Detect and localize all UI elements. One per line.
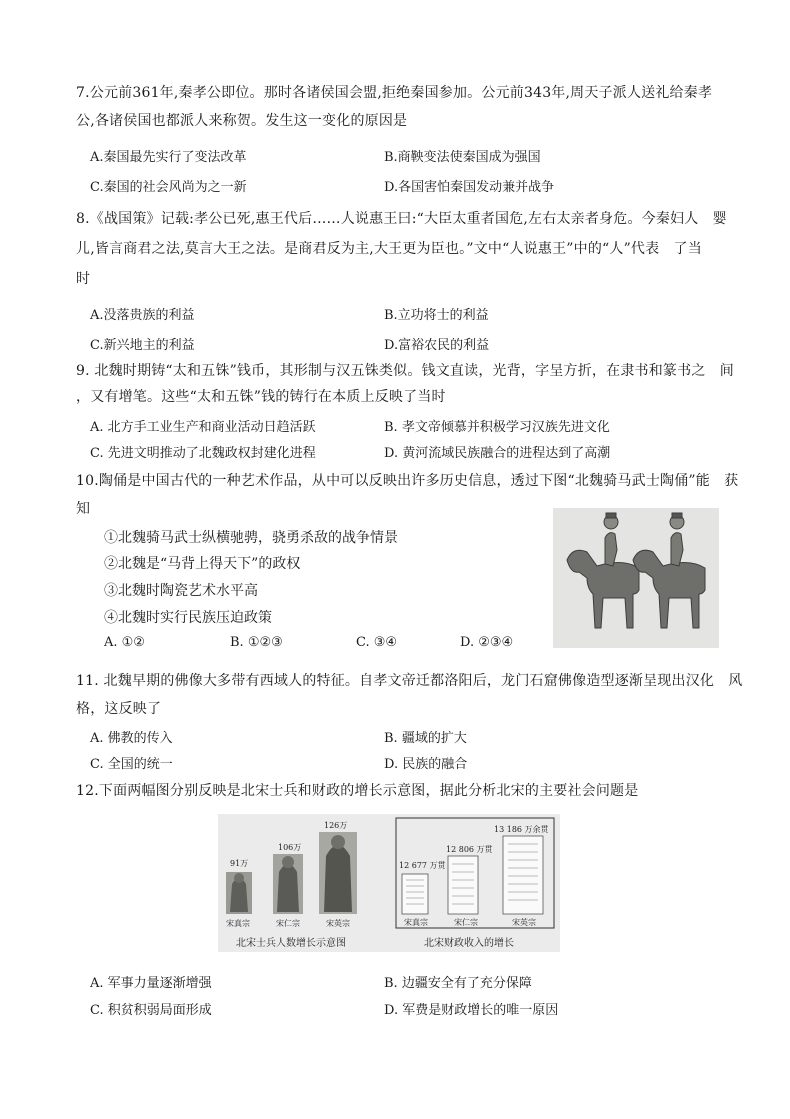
finance-emperor-3: 宋英宗 [512, 918, 536, 927]
soldiers-emperor-1: 宋真宗 [226, 919, 250, 928]
q11-option-d: D. 民族的融合 [384, 757, 468, 772]
q10-item-4: ④北魏时实行民族压迫政策 [104, 610, 272, 626]
q10-option-a: A. ①② [104, 635, 145, 650]
finance-label-1: 12 677 万贯 [399, 861, 446, 870]
q10-option-c: C. ③④ [356, 635, 398, 650]
q9-option-a: A. 北方手工业生产和商业活动日趋活跃 [90, 420, 316, 435]
soldiers-emperor-2: 宋仁宗 [276, 919, 300, 928]
q8-stem-line3: 时 [76, 271, 91, 287]
q10-option-b: B. ①②③ [230, 635, 283, 650]
q7-option-d: D.各国害怕秦国发动兼并战争 [384, 180, 555, 195]
q11-stem-line1: 11. 北魏早期的佛像大多带有西域人的特征。自孝文帝迁都洛阳后，龙门石窟佛像造型逐渐呈现出汉化 风 [76, 673, 743, 689]
q12-option-a: A. 军事力量逐渐增强 [90, 976, 212, 991]
soldiers-label-2: 106万 [278, 843, 302, 852]
q9-option-c: C. 先进文明推动了北魏政权封建化进程 [90, 446, 316, 461]
q11-stem-line2: 格，这反映了 [76, 701, 162, 717]
q7-option-b: B.商鞅变法使秦国成为强国 [384, 150, 541, 165]
q12-stem: 12.下面两幅图分别反映是北宋士兵和财政的增长示意图，据此分析北宋的主要社会问题是 [76, 783, 639, 799]
horse-rider-figurines-illustration [553, 508, 719, 648]
q11-option-a: A. 佛教的传入 [90, 731, 173, 746]
finance-emperor-1: 宋真宗 [404, 918, 428, 927]
q9-stem-line2: ，又有增笔。这些“太和五铢”钱的铸行在本质上反映了当时 [76, 389, 446, 405]
finance-label-3: 13 186 万余贯 [494, 825, 549, 834]
finance-emperor-2: 宋仁宗 [454, 918, 478, 927]
soldiers-caption: 北宋士兵人数增长示意图 [236, 938, 346, 949]
q12-option-d: D. 军费是财政增长的唯一原因 [384, 1003, 559, 1018]
q10-item-3: ③北魏时陶瓷艺术水平高 [104, 583, 258, 599]
q9-stem-line1: 9. 北魏时期铸“太和五铢”钱币，其形制与汉五铢类似。钱文直读，光背，字呈方折，在隶书和篆书之 间 [76, 363, 734, 379]
q7-option-a: A.秦国最先实行了变法改革 [90, 150, 247, 165]
q10-item-2: ②北魏是“马背上得天下”的政权 [104, 556, 301, 572]
q9-option-b: B. 孝文帝倾慕并积极学习汉族先进文化 [384, 420, 610, 435]
finance-caption: 北宋财政收入的增长 [424, 938, 514, 949]
q10-item-1: ①北魏骑马武士纵横驰骋，骁勇杀敌的战争情景 [104, 530, 398, 546]
q10-stem-line2: 知 [76, 501, 91, 517]
q10-stem-line1: 10.陶俑是中国古代的一种艺术作品，从中可以反映出许多历史信息，透过下图“北魏骑马武士陶俑”能 获 [76, 473, 739, 489]
soldiers-emperor-3: 宋英宗 [326, 919, 350, 928]
finance-label-2: 12 806 万贯 [446, 845, 493, 854]
q9-option-d: D. 黄河流域民族融合的进程达到了高潮 [384, 446, 611, 461]
q7-stem-line1: 7.公元前361年,秦孝公即位。那时各诸侯国会盟,拒绝秦国参加。公元前343年,周天子派人送礼给秦孝 [76, 85, 713, 101]
q8-stem-line2: 儿,皆言商君之法,莫言大王之法。是商君反为主,大王更为臣也。”文中“人说惠王”中的“人”代表 了当 [76, 241, 702, 257]
q8-option-a: A.没落贵族的利益 [90, 308, 195, 323]
q11-option-c: C. 全国的统一 [90, 757, 173, 772]
q8-option-d: D.富裕农民的利益 [384, 338, 490, 353]
q12-option-b: B. 边疆安全有了充分保障 [384, 976, 532, 991]
song-growth-figure [218, 814, 560, 952]
q8-stem-line1: 8.《战国策》记载:孝公已死,惠王代后……人说惠王曰:“大臣太重者国危,左右太亲者身危。今秦妇人 婴 [76, 211, 727, 227]
q8-option-b: B.立功将士的利益 [384, 308, 489, 323]
q12-option-c: C. 积贫积弱局面形成 [90, 1003, 212, 1018]
q7-stem-line2: 公,各诸侯国也都派人来称贺。发生这一变化的原因是 [76, 113, 408, 129]
soldiers-label-1: 91万 [230, 859, 249, 868]
q11-option-b: B. 疆域的扩大 [384, 731, 467, 746]
soldiers-label-3: 126万 [324, 821, 348, 830]
figurine-photo [553, 508, 719, 648]
q8-option-c: C.新兴地主的利益 [90, 338, 195, 353]
q7-option-c: C.秦国的社会风尚为之一新 [90, 180, 247, 195]
q10-option-d: D. ②③④ [460, 635, 514, 650]
